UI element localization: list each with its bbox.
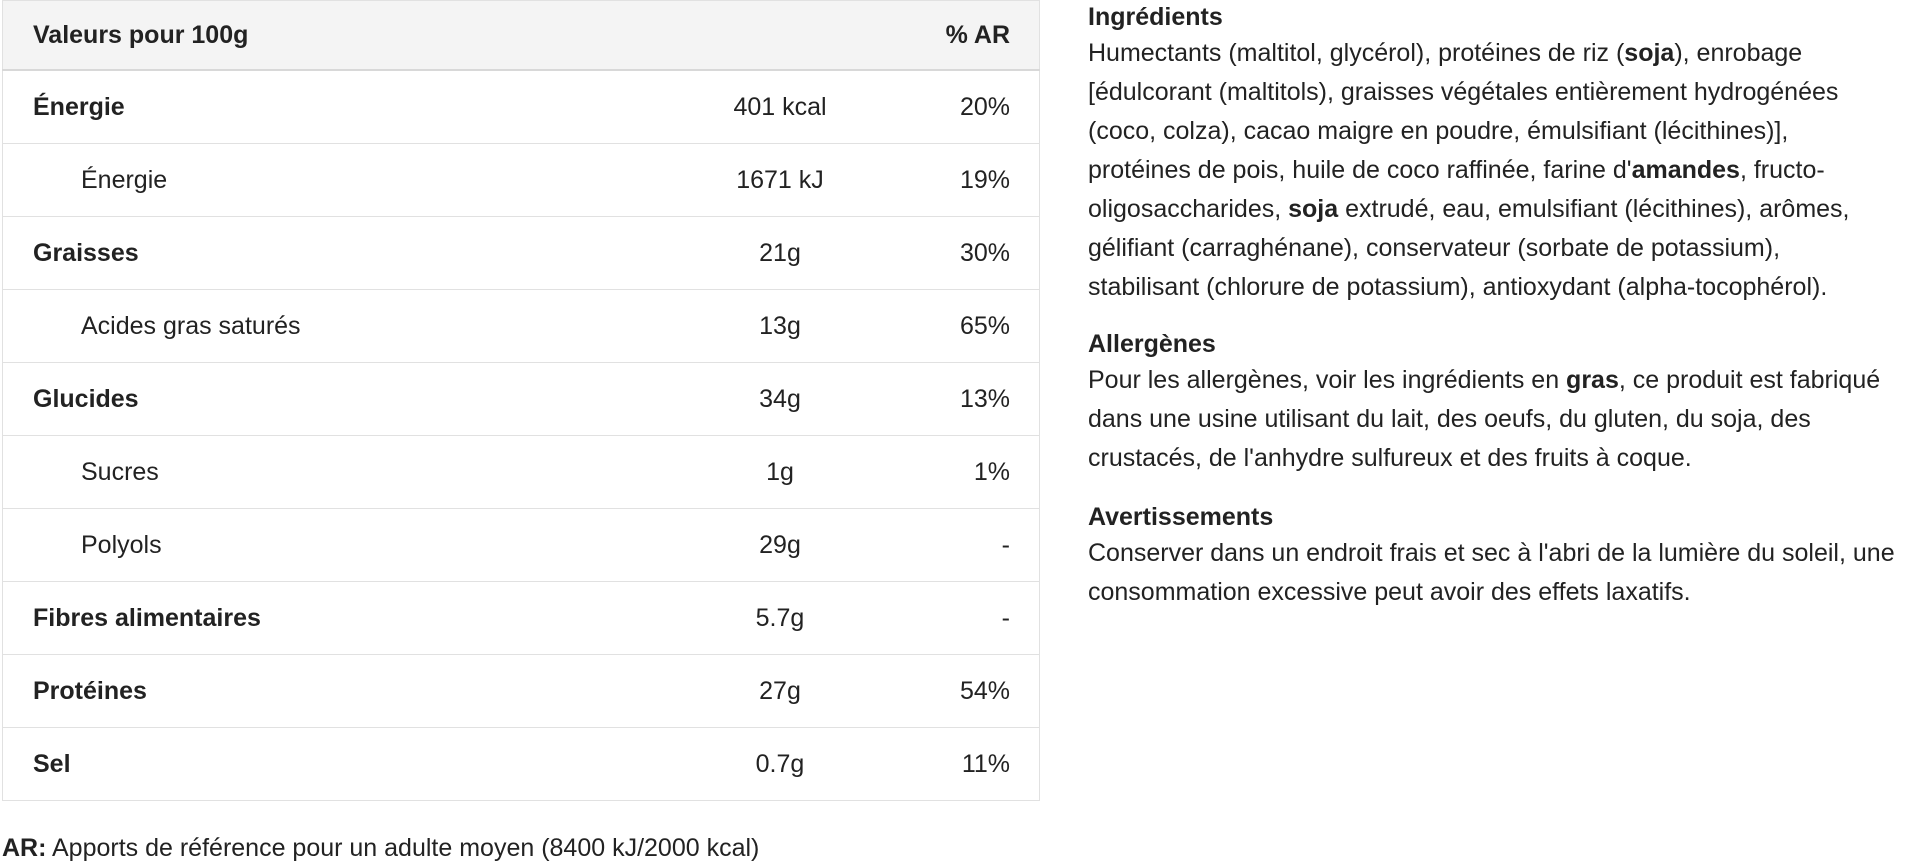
allergen-highlight: soja xyxy=(1288,195,1339,223)
row-ar: 30% xyxy=(879,217,1040,290)
row-name: Sucres xyxy=(3,436,682,509)
row-name: Fibres alimentaires xyxy=(3,582,682,655)
allergens-text xyxy=(1088,361,1898,478)
ingredients-part: ), enrobage [édulcorant (maltitols), graisses végétales entièrement hydrogénées (coco, colza), cacao maigre en poudre, émulsifiant (lécithines)], protéines de pois, huile de coco raffinée, farine d' xyxy=(1088,39,1839,184)
ingredients-part: Humectants (maltitol, glycérol), protéines de riz ( xyxy=(1088,39,1625,67)
row-value: 0.7g xyxy=(681,728,879,801)
table-row xyxy=(3,290,1040,363)
row-value: 1g xyxy=(681,436,879,509)
footnote-text: Apports de référence pour un adulte moyen (8400 kJ/2000 kcal) xyxy=(46,834,760,862)
table-row xyxy=(3,436,1040,509)
row-value: 5.7g xyxy=(681,582,879,655)
allergen-highlight: soja xyxy=(1624,39,1675,67)
row-ar: 54% xyxy=(879,655,1040,728)
table-row xyxy=(3,217,1040,290)
table-row xyxy=(3,70,1040,144)
row-name: Protéines xyxy=(3,655,682,728)
row-value: 401 kcal xyxy=(681,70,879,144)
table-row xyxy=(3,363,1040,436)
table-header-row xyxy=(3,1,1040,71)
warnings-title: Avertissements xyxy=(1088,503,1274,531)
allergen-highlight: amandes xyxy=(1631,156,1740,184)
row-name: Sel xyxy=(3,728,682,801)
row-value: 1671 kJ xyxy=(681,144,879,217)
row-ar: - xyxy=(879,509,1040,582)
ingredients-section xyxy=(1088,0,1898,319)
allergens-part: , ce produit est fabriqué dans une usine utilisant du lait, des oeufs, du gluten, du soja, des crustacés, de l'anhydre sulfureux et des fruits à coque. xyxy=(1088,366,1881,472)
footnote-label: AR: xyxy=(2,834,47,862)
row-ar: 19% xyxy=(879,144,1040,217)
row-name: Polyols xyxy=(3,509,682,582)
header-ar: % AR xyxy=(879,1,1040,71)
ingredients-part: , fructo-oligosaccharides, xyxy=(1088,156,1825,223)
row-ar: 11% xyxy=(879,728,1040,801)
row-name: Graisses xyxy=(3,217,682,290)
warnings-text: Conserver dans un endroit frais et sec à l'abri de la lumière du soleil, une consommation excessive peut avoir des effets laxatifs. xyxy=(1088,539,1895,606)
ingredients-part: extrudé, eau, emulsifiant (lécithines), arômes, gélifiant (carraghénane), conservateur (sorbate de potassium), stabilisant (chlorure de potassium), antioxydant (alpha-tocophérol). xyxy=(1088,195,1850,301)
row-name: Glucides xyxy=(3,363,682,436)
row-name: Énergie xyxy=(3,144,682,217)
allergens-section xyxy=(1088,327,1898,490)
reference-intake-note xyxy=(2,828,759,868)
row-value: 13g xyxy=(681,290,879,363)
nutrition-table xyxy=(2,0,1040,801)
allergens-title: Allergènes xyxy=(1088,330,1216,358)
row-value: 27g xyxy=(681,655,879,728)
row-value: 21g xyxy=(681,217,879,290)
header-value xyxy=(681,1,879,71)
allergens-part: Pour les allergènes, voir les ingrédients en xyxy=(1088,366,1567,394)
row-ar: 65% xyxy=(879,290,1040,363)
table-row xyxy=(3,582,1040,655)
row-ar: - xyxy=(879,582,1040,655)
row-value: 29g xyxy=(681,509,879,582)
table-row xyxy=(3,509,1040,582)
ingredients-title: Ingrédients xyxy=(1088,3,1223,31)
warnings-section xyxy=(1088,500,1898,624)
table-row xyxy=(3,655,1040,728)
bold-word: gras xyxy=(1566,366,1619,394)
row-ar: 13% xyxy=(879,363,1040,436)
row-ar: 20% xyxy=(879,70,1040,144)
row-value: 34g xyxy=(681,363,879,436)
row-name: Énergie xyxy=(3,70,682,144)
row-ar: 1% xyxy=(879,436,1040,509)
header-name: Valeurs pour 100g xyxy=(3,1,682,71)
row-name: Acides gras saturés xyxy=(3,290,682,363)
table-row xyxy=(3,144,1040,217)
ingredients-text xyxy=(1088,34,1898,307)
table-row xyxy=(3,728,1040,801)
